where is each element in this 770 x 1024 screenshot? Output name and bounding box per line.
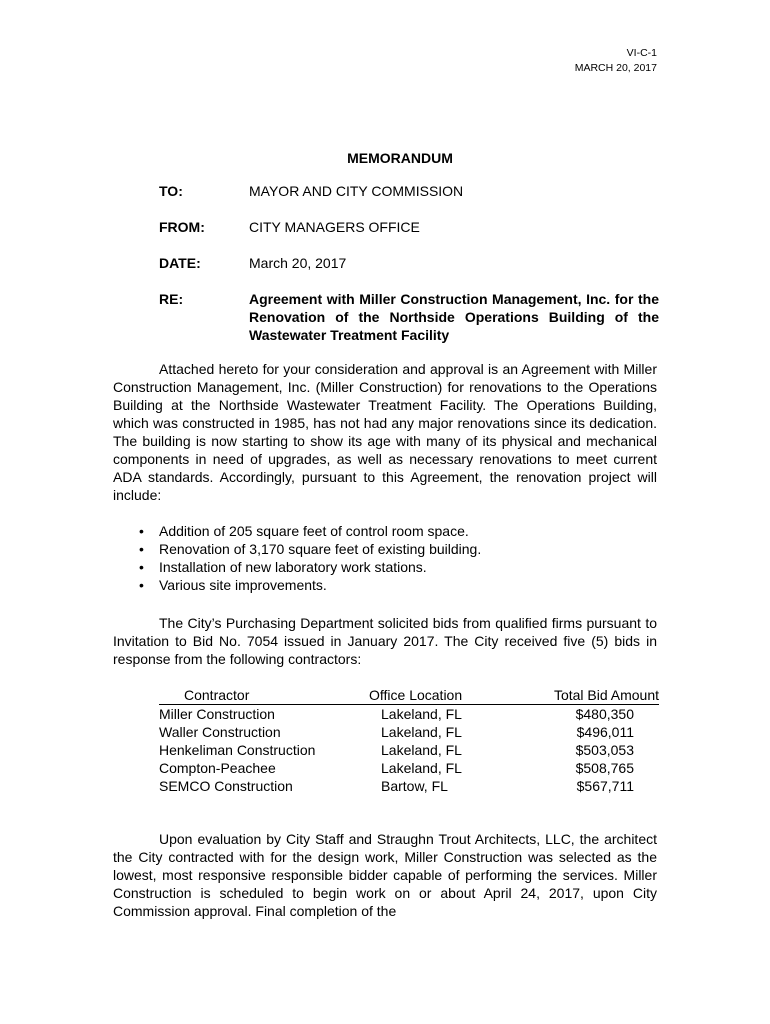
header-office-location: Office Location (369, 686, 534, 705)
contractor-cell: Miller Construction (159, 706, 275, 722)
office-cell: Lakeland, FL (381, 724, 462, 740)
list-item: • Renovation of 3,170 square feet of existing building. (139, 541, 482, 557)
from-label: FROM: (159, 219, 205, 235)
evaluation-paragraph: Upon evaluation by City Staff and Straughn Trout Architects, LLC, the architect the City contracted with for the design work, Miller Construction was selected as the lowest, most responsive responsible bidder capable of performing the services. Miller Construction is scheduled to begin work on or about April 24, 2017, upon City Commission approval. Final completion of the (113, 831, 657, 919)
header-contractor: Contractor (159, 686, 369, 705)
table-row (159, 759, 659, 777)
amount-cell: $496,011 (576, 724, 634, 740)
date-label: DATE: (159, 255, 201, 271)
bids-paragraph: The City’s Purchasing Department solicited bids from qualified firms pursuant to Invitation to Bid No. 7054 issued in January 2017. The City received five (5) bids in response from the following contractors: (113, 615, 657, 667)
from-value: CITY MANAGERS OFFICE (249, 219, 420, 235)
to-value: MAYOR AND CITY COMMISSION (249, 183, 464, 199)
contractor-cell: Compton-Peachee (159, 760, 276, 776)
table-header-row (159, 686, 659, 705)
re-label: RE: (159, 291, 184, 307)
date-value: March 20, 2017 (249, 255, 347, 271)
table-row (159, 741, 659, 759)
contractor-cell: Waller Construction (159, 724, 281, 740)
agenda-item-number: VI-C-1 (626, 47, 657, 59)
bullet-icon: • (139, 541, 144, 557)
bid-table (159, 686, 659, 795)
bullet-icon: • (139, 523, 144, 539)
contractor-cell: SEMCO Construction (159, 778, 293, 794)
office-cell: Lakeland, FL (381, 706, 462, 722)
amount-cell: $567,711 (576, 778, 634, 794)
bullet-icon: • (139, 577, 144, 593)
table-row (159, 777, 659, 795)
table-row (159, 723, 659, 741)
table-row (159, 705, 659, 724)
header-total-bid: Total Bid Amount (534, 686, 659, 705)
list-item: • Addition of 205 square feet of control room space. (139, 523, 469, 539)
scope-list (113, 522, 481, 594)
office-cell: Bartow, FL (381, 778, 448, 794)
amount-cell: $508,765 (575, 760, 634, 776)
list-item: • Various site improvements. (139, 577, 327, 593)
intro-paragraph: Attached hereto for your consideration and approval is an Agreement with Miller Construction Management, Inc. (Miller Construction) for renovations to the Operations Building at the Northside Wastewater Treatment Facility. The Operations Building, which was constructed in 1985, has not had any major renovations since its dedication. The building is now starting to show its age with many of its physical and mechanical components in need of upgrades, as well as necessary renovations to meet current ADA standards. Accordingly, pursuant to this Agreement, the renovation project will include: (113, 361, 657, 503)
to-label: TO: (159, 183, 183, 199)
amount-cell: $503,053 (575, 742, 634, 758)
office-cell: Lakeland, FL (381, 760, 462, 776)
re-value: Agreement with Miller Construction Management, Inc. for the Renovation of the Northside Operations Building of the Wastewater Treatment Facility (249, 291, 659, 343)
memo-title: MEMORANDUM (347, 150, 453, 166)
document-reference (575, 46, 657, 76)
office-cell: Lakeland, FL (381, 742, 462, 758)
header-date: MARCH 20, 2017 (574, 62, 657, 74)
list-item: • Installation of new laboratory work stations. (139, 559, 427, 575)
contractor-cell: Henkeliman Construction (159, 742, 316, 758)
amount-cell: $480,350 (575, 706, 634, 722)
bullet-icon: • (139, 559, 144, 575)
